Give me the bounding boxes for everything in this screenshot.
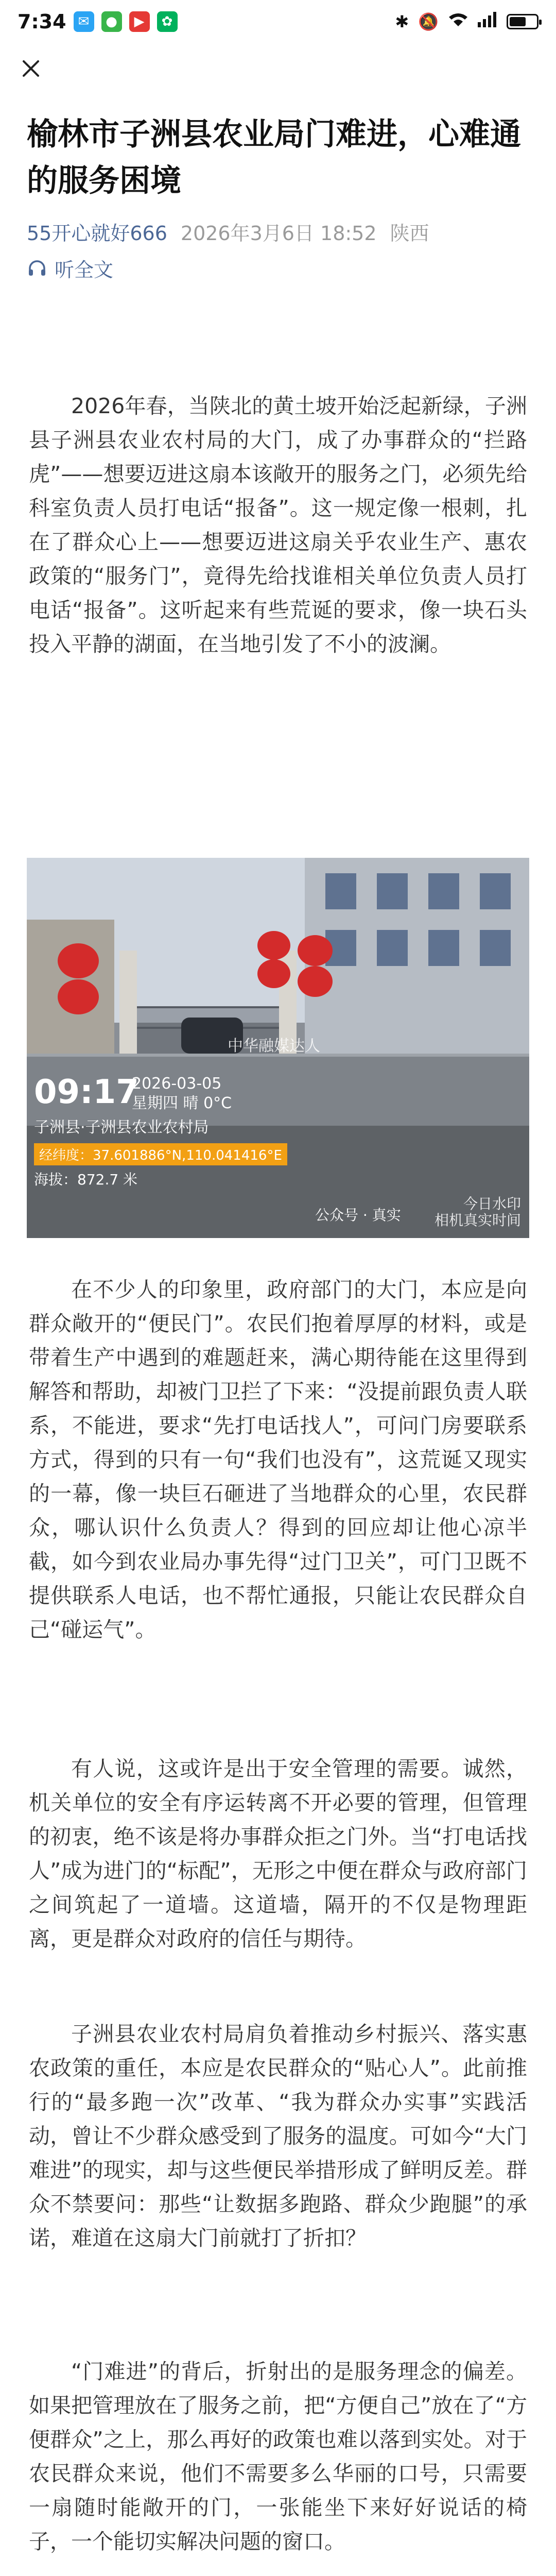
- paragraph-3-block: [0, 1752, 556, 1956]
- paragraph-1-block: [0, 389, 556, 661]
- timestamp-watermark: [34, 1074, 287, 1189]
- battery-level: [510, 17, 526, 26]
- listen-label: 听全文: [55, 259, 114, 281]
- brand-watermark: [435, 1196, 521, 1229]
- status-bar: [0, 0, 556, 43]
- watermark-date: 2026-03-05: [132, 1075, 222, 1093]
- status-right: [395, 12, 538, 31]
- publish-region: 陕西: [390, 222, 429, 245]
- brand-watermark-line-2: 相机真实时间: [434, 1212, 521, 1229]
- status-time: 7:34: [18, 10, 66, 33]
- wechat-notification-icon: ✿: [157, 11, 178, 32]
- paragraph: 2026年春，当陕北的黄土坡开始泛起新绿，子洲县子洲县农业农村局的大门，成了办事群众的“拦路虎”——想要迈进这扇本该敞开的服务之门，必须先给科室负责人员打电话“报备”。这一规定像一根刺，扎在了群众心上——想要迈进这扇关乎农业生产、惠农政策的“服务门”，竟得先给找谁相关单位负责人员打电话“报备”。这听起来有些荒诞的要求，像一块石头投入平静的湖面，在当地引发了不小的波澜。: [29, 394, 527, 656]
- nav-bar: [0, 43, 556, 94]
- watermark-altitude: 海拔：872.7 米: [34, 1171, 138, 1188]
- paragraph-4-block: [0, 2017, 556, 2255]
- watermark-time: 09:17: [34, 1073, 139, 1111]
- wifi-icon: [448, 12, 468, 31]
- paragraph: 有人说，这或许是出于安全管理的需要。诚然，机关单位的安全有序运转离不开必要的管理，但管理的初衷，绝不该是将办事群众拒之门外。当“打电话找人”成为进门的“标配”，无形之中便在群众与政府部门之间筑起了一道墙。这道墙，隔开的不仅是物理距离，更是群众对政府的信任与期待。: [29, 1756, 527, 1951]
- listen-button[interactable]: [27, 254, 529, 282]
- paragraph: “门难进”的背后，折射出的是服务理念的偏差。如果把管理放在了服务之前，把“方便自己”放在了“方便群众”之上，那么再好的政策也难以落到实处。对于农民群众来说，他们不需要多么华丽的口号，只需要一扇随时能敞开的门，一张能坐下来好好说话的椅子，一个能切实解决问题的窗口。: [29, 2359, 527, 2554]
- paragraph-2-block: [0, 1273, 556, 1647]
- article-title: 榆林市子洲县农业局门难进，心难通的服务困境: [27, 116, 521, 199]
- brand-watermark-line-1: 今日水印: [463, 1195, 521, 1212]
- bluetooth-icon: ✱: [395, 12, 409, 31]
- paragraph-5-block: [0, 2354, 556, 2558]
- watermark-weekday-weather: 星期四 晴 0°C: [132, 1094, 232, 1112]
- signal-icon: [478, 12, 497, 31]
- watermark-date-block: [132, 1074, 232, 1113]
- gzh-watermark: 公众号 · 真实: [315, 1207, 401, 1224]
- source-watermark: 中华融媒达人: [228, 1037, 320, 1055]
- publish-date: 2026年3月6日 18:52: [180, 222, 377, 245]
- close-button[interactable]: [15, 53, 46, 84]
- article-photo: [27, 858, 529, 1238]
- author-link[interactable]: 55开心就好666: [27, 222, 167, 245]
- news-notification-icon: ▶: [129, 11, 150, 32]
- app-notification-icon: ✉: [74, 11, 94, 32]
- battery-icon: [507, 14, 538, 29]
- headphones-icon: [27, 258, 47, 279]
- chat-notification-icon: ●: [101, 11, 122, 32]
- paragraph: 在不少人的印象里，政府部门的大门，本应是向群众敞开的“便民门”。农民们抱着厚厚的材料，或是带着生产中遇到的难题赶来，满心期待能在这里得到解答和帮助，却被门卫拦了下来：“没提前跟负责人联系，不能进，要求“先打电话找人”，可问门房要联系方式，得到的只有一句“我们也没有”，这荒诞又现实的一幕，像一块巨石砸进了当地群众的心里，农民群众，哪认识什么负责人？得到的回应却让他心凉半截，如今到农业局办事先得“过门卫关”，可门卫既不提供联系人电话，也不帮忙通报，只能让农民群众自己“碰运气”。: [29, 1277, 527, 1642]
- paragraph: 子洲县农业农村局肩负着推动乡村振兴、落实惠农政策的重任，本应是农民群众的“贴心人”。此前推行的“最多跑一次”改革、“我为群众办实事”实践活动，曾让不少群众感受到了服务的温度。可如今“大门难进”的现实，却与这些便民举措形成了鲜明反差。群众不禁要问：那些“让数据多跑路、群众少跑腿”的承诺，难道在这扇大门前就打了折扣？: [29, 2022, 527, 2250]
- watermark-location: 子洲县·子洲县农业农村局: [34, 1118, 209, 1137]
- status-left: [18, 10, 178, 33]
- article-meta: [0, 204, 556, 246]
- close-icon: [21, 58, 41, 79]
- watermark-coordinates: 经纬度：37.601886°N,110.041416°E: [34, 1143, 287, 1165]
- mute-icon: 🔕: [418, 12, 439, 31]
